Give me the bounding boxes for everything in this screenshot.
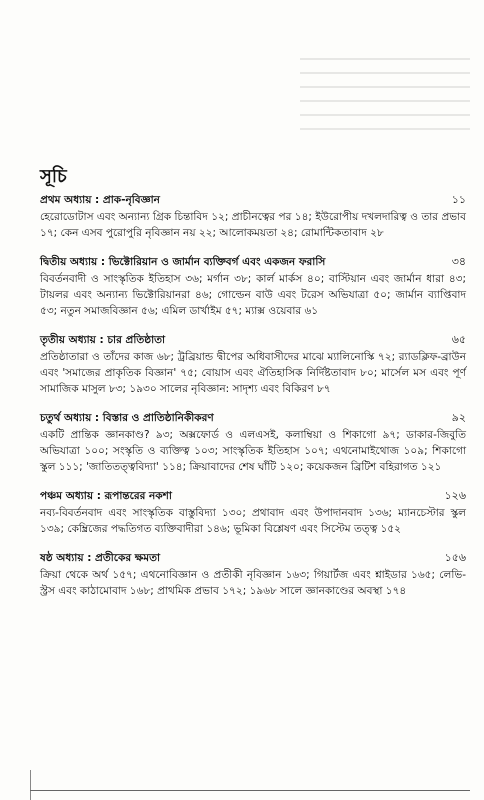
chapter-page-number: ১২৬ xyxy=(444,489,466,502)
chapter-page-number: ৩৪ xyxy=(451,255,466,268)
chapter-heading-row xyxy=(40,410,466,426)
chapter-heading-row xyxy=(40,332,466,348)
chapter-sections: একটি প্রান্তিক জ্ঞানকাণ্ড? ৯৩; অক্সফোর্ড ও এলএসই, কলাম্বিয়া ও শিকাগো ৯৭; ডাকার-জিবুতি অভিযাত্রা ১০০; সংস্কৃতি ও ব্যক্তিত্ব ১০৩; সাংস্কৃতিক ইতিহাস ১০৭; এথনোমাইথোজ ১০৯; শিকাগো স্কুল ১১১; 'জাতিতত্ত্ববিদ্যা' ১১৪; ক্রিয়াবাদের শেষ ঘাঁটি ১২০; কয়েকজন ব্রিটিশ বহিরাগত ১২১ xyxy=(40,429,466,473)
toc-chapter-6 xyxy=(40,550,466,599)
chapter-page-number: ৬৫ xyxy=(451,333,466,346)
chapter-sections: ক্রিয়া থেকে অর্থ ১৫৭; এথনোবিজ্ঞান ও প্রতীকী নৃবিজ্ঞান ১৬৩; গিয়ার্টজ এবং শ্নাইডার ১৬৫; লেভি-স্ট্রস এবং কাঠামোবাদ ১৬৮; প্রাথমিক প্রভাব ১৭২; ১৯৬৮ সালে জ্ঞানকাণ্ডের অবস্থা ১৭৪ xyxy=(40,569,466,597)
chapter-title: ষষ্ঠ অধ্যায় : প্রতীকের ক্ষমতা xyxy=(40,552,161,564)
chapter-sections: নব্য-বিবর্তনবাদ এবং সাংস্কৃতিক বাস্তুবিদ্যা ১৩০; প্রথাবাদ এবং উপাদানবাদ ১৩৬; ম্যানচেস্টার স্কুল ১৩৯; কেম্ব্রিজের পদ্ধতিগত ব্যক্তিবাদীরা ১৪৬; ভূমিকা বিশ্লেষণ এবং সিস্টেম তত্ত্ব ১৫২ xyxy=(40,507,466,535)
page-title: সূচি xyxy=(40,166,67,187)
chapter-sections: বিবর্তনবাদী ও সাংস্কৃতিক ইতিহাস ৩৬; মর্গান ৩৮; কার্ল মার্কস ৪০; বাস্টিয়ান এবং জার্মান ধারা ৪৩; টায়লর এবং অন্যান্য ভিক্টোরিয়ানরা ৪৬; গোল্ডেন বাউ এবং টরেস অভিযাত্রা ৫০; জার্মান ব্যাপ্তিবাদ ৫৩; নতুন সমাজবিজ্ঞান ৫৬; এমিল ডার্খাইম ৫৭; ম্যাক্স ওয়েবার ৬১ xyxy=(40,273,466,317)
chapter-page-number: ৯২ xyxy=(451,411,466,424)
chapter-heading-row xyxy=(40,488,466,504)
show-through-text xyxy=(300,58,470,188)
toc-chapter-2 xyxy=(40,254,466,319)
chapter-heading-row xyxy=(40,550,466,566)
chapter-sections: হেরোডোটাস এবং অন্যান্য গ্রিক চিন্তাবিদ ১২; প্রাচীনত্বের পর ১৪; ইউরোপীয় দখলদারিত্ব ও তার প্রভাব ১৭; কেন এসব পুরোপুরি নৃবিজ্ঞান নয় ২২; আলোকময়তা ২৪; রোমান্টিকতাবাদ ২৮ xyxy=(40,211,466,239)
chapter-page-number: ১১ xyxy=(451,193,466,206)
chapter-page-number: ১৫৬ xyxy=(444,551,466,564)
toc-chapter-1 xyxy=(40,192,466,241)
chapter-title: পঞ্চম অধ্যায় : রূপান্তরের নকশা xyxy=(40,490,172,502)
page-bottom-edge xyxy=(30,790,470,791)
table-of-contents xyxy=(40,192,466,612)
chapter-title: তৃতীয় অধ্যায় : চার প্রতিষ্ঠাতা xyxy=(40,334,166,346)
chapter-title: চতুর্থ অধ্যায় : বিস্তার ও প্রাতিষ্ঠানিকীকরণ xyxy=(40,412,214,424)
chapter-title: প্রথম অধ্যায় : প্রাক-নৃবিজ্ঞান xyxy=(40,194,160,206)
toc-chapter-5 xyxy=(40,488,466,537)
chapter-sections: প্রতিষ্ঠাতারা ও তাঁদের কাজ ৬৮; ট্রব্রিয়ান্ড দ্বীপের অধিবাসীদের মাঝে ম্যালিনোস্কি ৭২; র‍্যাডক্লিফ-ব্রাউন এবং 'সমাজের প্রাকৃতিক বিজ্ঞান' ৭৫; বোয়াস এবং ঐতিহাসিক নির্দিষ্টতাবাদ ৮০; মার্সেল মস এবং পূর্ণ সামাজিক মাসুল ৮৩; ১৯৩০ সালের নৃবিজ্ঞান: সাদৃশ্য এবং বিকিরণ ৮৭ xyxy=(40,351,466,395)
toc-chapter-3 xyxy=(40,332,466,397)
page-edge-mark xyxy=(30,770,31,800)
toc-chapter-4 xyxy=(40,410,466,475)
chapter-heading-row xyxy=(40,192,466,208)
chapter-title: দ্বিতীয় অধ্যায় : ভিক্টোরিয়ান ও জার্মান ব্যক্তিবর্গ এবং একজন ফরাসি xyxy=(40,256,326,268)
chapter-heading-row xyxy=(40,254,466,270)
